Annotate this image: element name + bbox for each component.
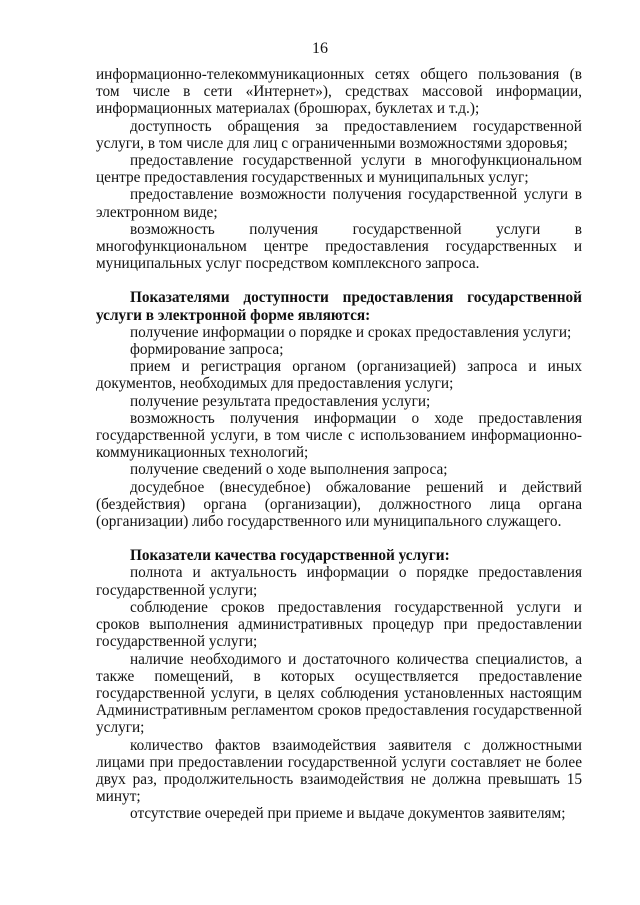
electronic-accessibility-item: досудебное (внесудебное) обжалование решений и действий (бездействия) органа (организации), должностного лица органа (организации) либо государственного или муниципального служащего. bbox=[96, 478, 582, 531]
section-spacer bbox=[96, 530, 582, 547]
electronic-accessibility-item: получение сведений о ходе выполнения запроса; bbox=[130, 461, 448, 479]
intro-paragraph: возможность получения государственной услуги в многофункциональном центре предоставления государственных и муниципальных услуг посредством комплексного запроса. bbox=[96, 220, 582, 273]
electronic-accessibility-section bbox=[96, 289, 582, 530]
intro-section bbox=[96, 66, 582, 272]
quality-item: наличие необходимого и достаточного количества специалистов, а также помещений, в которых осуществляется предоставление государственной услуги, в целях соблюдения установленных настоящим Административным регламентом сроков предоставления государственной услуги; bbox=[96, 650, 582, 737]
electronic-accessibility-item: возможность получения информации о ходе предоставления государственной услуги, в том числе с использованием информационно-коммуникационных технологий; bbox=[96, 409, 582, 462]
page-number: 16 bbox=[312, 40, 328, 57]
electronic-accessibility-item: прием и регистрация органом (организацией) запроса и иных документов, необходимых для предоставления услуги; bbox=[96, 358, 582, 393]
document-body bbox=[96, 66, 582, 823]
electronic-accessibility-heading: Показателями доступности предоставления государственной услуги в электронной форме являются: bbox=[96, 289, 582, 324]
intro-paragraph: доступность обращения за предоставлением государственной услуги, в том числе для лиц с ограниченными возможностями здоровья; bbox=[96, 117, 582, 152]
intro-paragraph: предоставление возможности получения государственной услуги в электронном виде; bbox=[96, 186, 582, 221]
electronic-accessibility-item: формирование запроса; bbox=[130, 341, 284, 359]
intro-paragraph-continued: информационно-телекоммуникационных сетях общего пользования (в том числе в сети «Интернет»), средствах массовой информации, информационных материалах (брошюрах, буклетах и т.д.); bbox=[96, 66, 582, 118]
electronic-accessibility-item: получение результата предоставления услуги; bbox=[130, 392, 431, 410]
quality-heading: Показатели качества государственной услуги: bbox=[130, 547, 450, 565]
section-spacer bbox=[96, 272, 582, 289]
quality-item: количество фактов взаимодействия заявителя с должностными лицами при предоставлении государственной услуги составляет не более двух раз, продолжительность взаимодействия не должна превышать 15 минут; bbox=[96, 736, 582, 806]
quality-item: полнота и актуальность информации о порядке предоставления государственной услуги; bbox=[96, 564, 582, 599]
intro-paragraph: предоставление государственной услуги в многофункциональном центре предоставления государственных и муниципальных услуг; bbox=[96, 152, 582, 187]
electronic-accessibility-item: получение информации о порядке и сроках предоставления услуги; bbox=[130, 323, 572, 341]
quality-item: соблюдение сроков предоставления государственной услуги и сроков выполнения административных процедур при предоставлении государственной услуги; bbox=[96, 598, 582, 651]
quality-section bbox=[96, 547, 582, 822]
quality-item: отсутствие очередей при приеме и выдаче документов заявителям; bbox=[130, 805, 566, 823]
